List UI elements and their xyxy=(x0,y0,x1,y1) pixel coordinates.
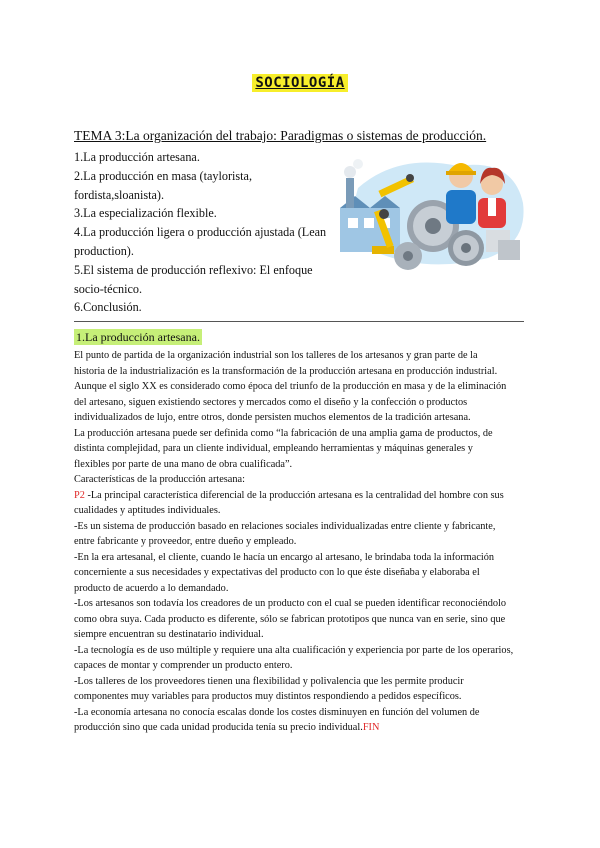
body-line: La producción artesana puede ser definida como “la fabricación de una amplia gama de productos, de xyxy=(74,427,493,439)
table-of-contents xyxy=(74,148,329,317)
body-line: concerniente a sus necesidades y expectativas del producto con lo que éste diseñaba y elaboraba el xyxy=(74,567,480,578)
section-heading-wrap xyxy=(74,330,202,345)
tema-title: TEMA 3:La organización del trabajo: Paradigmas o sistemas de producción. xyxy=(74,128,487,143)
body-line: como obra suya. Cada producto es diferente, sólo se fabrican prototipos que nunca van en serie, sino que xyxy=(74,613,506,625)
toc-item: 5.El sistema de producción reflexivo: El enfoque xyxy=(74,262,313,277)
body-line: siempre encuentran su destinatario individual. xyxy=(74,629,264,640)
body-line: individualizados de lujo, entre otros, donde persisten muchos elementos de la tradición artesana. xyxy=(74,412,471,423)
body-line: componentes muy variables para productos muy distintos respondiendo a pedidos específicos. xyxy=(74,691,462,702)
industry-workers-gears-icon xyxy=(338,148,528,278)
body-line: -Los talleres de los proveedores tienen una flexibilidad y polivalencia que les permite producir xyxy=(74,675,464,687)
body-line: Aunque el siglo XX es considerado como época del triunfo de la producción en masa y de la eliminación xyxy=(74,381,507,392)
body-line: entre fabricante y proveedor, entre dueño y empleado. xyxy=(74,536,297,547)
p2-text: -La principal característica diferencial de la producción artesana es la centralidad del hombre con sus xyxy=(84,489,504,501)
fin-tag: FIN xyxy=(362,722,380,733)
section-heading: 1.La producción artesana. xyxy=(76,330,200,344)
body-line: -La economía artesana no conocía escalas donde los costes disminuyen en función del volumen de xyxy=(74,706,480,718)
toc-item: fordista,sloanista). xyxy=(74,187,165,202)
body-line: -Los artesanos son todavía los creadores de un producto con el cual se pueden identificar reconociéndolo xyxy=(74,598,507,609)
toc-item: 6.Conclusión. xyxy=(74,300,142,315)
body-line: -Es un sistema de producción basado en relaciones sociales individualizadas entre cliente y fabricante, xyxy=(74,520,496,532)
toc-item: 4.La producción ligera o producción ajustada (Lean xyxy=(74,225,327,240)
section-divider xyxy=(74,321,524,322)
page-title: SOCIOLOGÍA xyxy=(252,74,347,92)
body-line: flexibles por parte de una mano de obra cualificada”. xyxy=(74,458,293,470)
body-line-p2 xyxy=(74,488,526,504)
toc-item: 2.La producción en masa (taylorista, xyxy=(74,168,253,183)
page-title-wrap xyxy=(0,74,600,92)
body-line: Características de la producción artesana: xyxy=(74,474,245,485)
body-line-final xyxy=(74,720,526,736)
body-line: producto de acuerdo a lo demandado. xyxy=(74,582,229,594)
body-line: -La tecnología es de uso múltiple y requiere una alta cualificación y experiencia por parte de los operarios, xyxy=(74,644,514,656)
body-line: historia de la industrialización es la transformación de la producción artesana en producción industrial. xyxy=(74,365,498,377)
body-line: del artesano, siguen existiendo sectores y mercados como el diseño y la confección o productos xyxy=(74,396,468,408)
toc-item: 3.La especialización flexible. xyxy=(74,206,217,221)
body-line: -En la era artesanal, el cliente, cuando le hacía un encargo al artesano, le brindaba toda la información xyxy=(74,551,495,563)
section-body xyxy=(74,348,526,736)
body-line: capaces de montar y comprender un producto entero. xyxy=(74,660,293,671)
toc-item: socio-técnico. xyxy=(74,281,143,296)
p2-tag: P2 xyxy=(74,489,85,501)
body-line: cualidades y aptitudes individuales. xyxy=(74,505,221,516)
body-line: distinta complejidad, para un cliente individual, empleando herramientas y máquinas generales y xyxy=(74,443,473,454)
toc-item: 1.La producción artesana. xyxy=(74,150,200,164)
final-text: producción sino que cada unidad producida tenía su precio individual. xyxy=(74,722,363,733)
body-line: El punto de partida de la organización industrial son los talleres de los artesanos y gran parte de la xyxy=(74,350,478,361)
toc-item: production). xyxy=(74,243,134,258)
